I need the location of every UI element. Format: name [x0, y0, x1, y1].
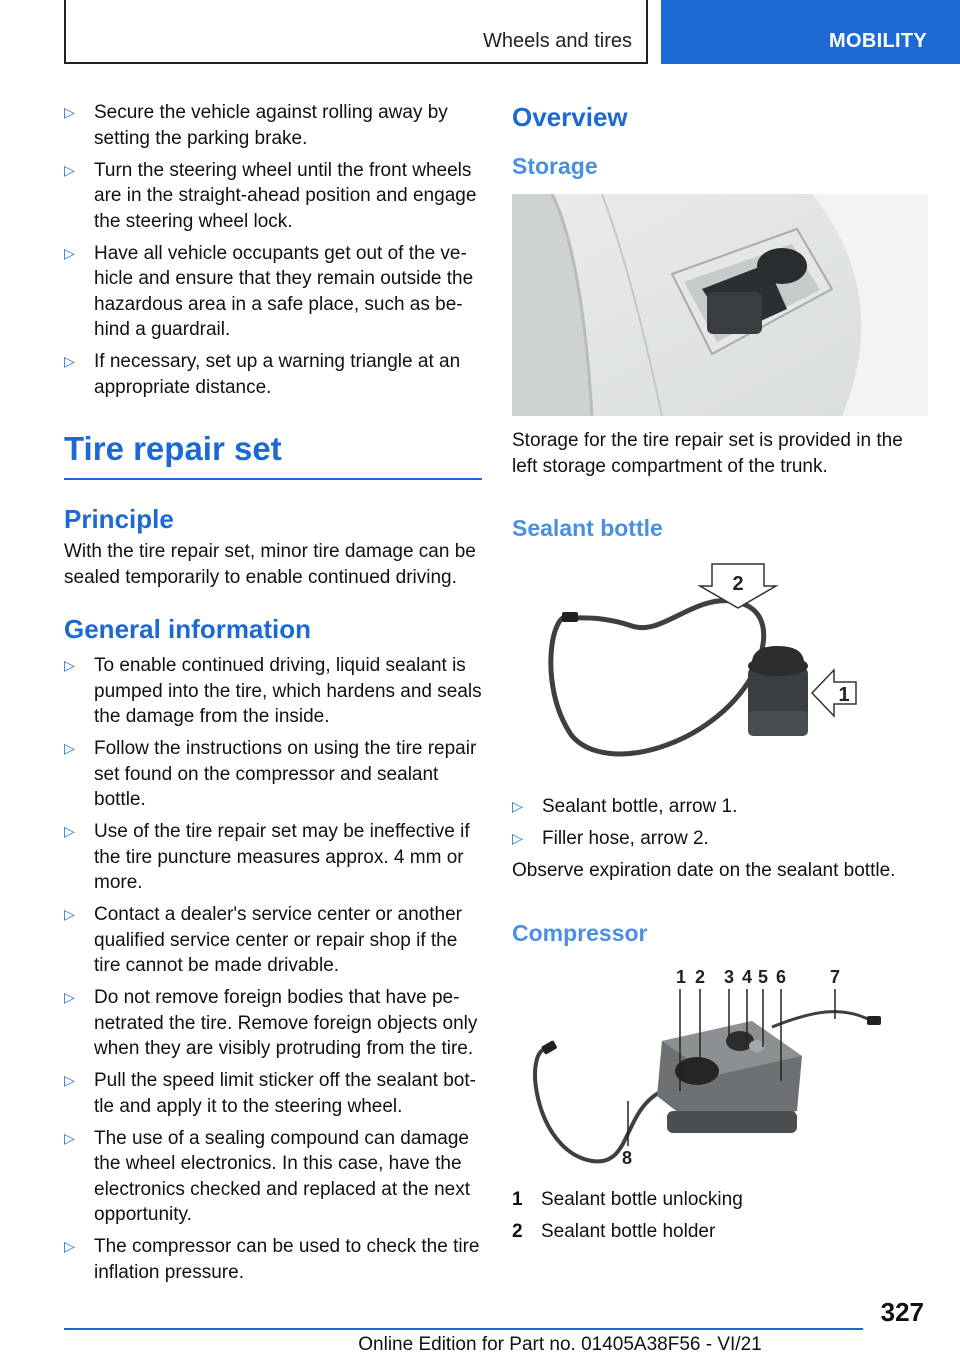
sealant-bottle-diagram: [512, 556, 928, 776]
principle-text: With the tire repair set, minor tire damage can be sealed temporarily to enable continued driving.: [64, 541, 476, 588]
triangle-bullet-icon: ▷: [64, 989, 75, 1005]
left-column: [64, 100, 482, 1292]
sealant-list: [512, 794, 930, 852]
section-title: Wheels and tires: [483, 30, 632, 52]
triangle-bullet-icon: ▷: [64, 1129, 75, 1146]
list-item: ▷ Contact a dealer's service center or another qualified service center or repair shop if the tire cannot be made drivable.: [64, 904, 462, 976]
general-info-list: [64, 653, 482, 1285]
storage-text: Storage for the tire repair set is provided in the left storage compartment of the trunk.: [512, 430, 903, 477]
list-item: ▷ Turn the steering wheel until the front wheels are in the straight-ahead position and engage the steering wheel lock.: [64, 159, 477, 232]
footer-rule: [64, 1328, 863, 1330]
triangle-bullet-icon: ▷: [64, 1072, 75, 1088]
compressor-diagram: [512, 961, 928, 1173]
list-item: ▷ Have all vehicle occupants get out of the ve-hicle and ensure that they remain outside the hazardous area in a safe place, such as be-hind a guardrail.: [64, 242, 474, 340]
triangle-bullet-icon: ▷: [64, 244, 75, 261]
page-title: Tire repair set: [64, 430, 482, 480]
list-item: ▷ If necessary, set up a warning triangle at an appropriate distance.: [64, 351, 461, 398]
sealant-note: Observe expiration date on the sealant bottle.: [512, 860, 896, 881]
figure-label: 3: [724, 966, 735, 987]
list-item: 2 Sealant bottle holder: [512, 1220, 716, 1242]
triangle-bullet-icon: ▷: [64, 740, 75, 756]
figure-label: 8: [622, 1147, 633, 1168]
storage-heading: Storage: [512, 153, 598, 179]
list-item: ▷ Secure the vehicle against rolling away by setting the parking brake.: [64, 102, 448, 149]
overview-heading: Overview: [512, 102, 628, 132]
triangle-bullet-icon: ▷: [64, 161, 75, 178]
triangle-bullet-icon: ▷: [64, 104, 75, 120]
list-item: 1 Sealant bottle unlocking: [512, 1188, 743, 1210]
list-item: ▷ Use of the tire repair set may be ineffective if the tire puncture measures approx. 4 mm or more.: [64, 821, 470, 893]
chapter-tab: [661, 0, 960, 64]
figure-label: 2: [732, 573, 744, 595]
triangle-bullet-icon: ▷: [64, 1238, 75, 1254]
triangle-bullet-icon: ▷: [64, 906, 75, 922]
triangle-bullet-icon: ▷: [512, 830, 523, 846]
figure-label: 5: [758, 966, 769, 987]
figure-label: 4: [742, 966, 753, 987]
list-item: ▷ Filler hose, arrow 2.: [512, 826, 930, 852]
chapter-label: MOBILITY: [829, 30, 927, 52]
figure-label: 6: [776, 966, 787, 987]
compressor-heading: Compressor: [512, 919, 648, 946]
general-info-heading: General information: [64, 614, 312, 644]
list-item: ▷ Follow the instructions on using the tire repair set found on the compressor and sealant bottle.: [64, 738, 477, 810]
list-item: ▷ Pull the speed limit sticker off the sealant bot-tle and apply it to the steering wheel.: [64, 1070, 476, 1117]
triangle-bullet-icon: ▷: [64, 353, 75, 369]
list-item: ▷ To enable continued driving, liquid sealant is pumped into the tire, which hardens and seals the damage from the inside.: [64, 655, 482, 727]
triangle-bullet-icon: ▷: [512, 798, 523, 814]
list-item: ▷ Sealant bottle, arrow 1.: [512, 794, 930, 820]
page-header: [0, 0, 960, 66]
list-item: ▷ The compressor can be used to check the tire inflation pressure.: [64, 1236, 480, 1283]
page-number: 327: [880, 1297, 924, 1327]
figure-label: 1: [838, 684, 850, 706]
triangle-bullet-icon: ▷: [64, 657, 75, 673]
figure-label: 7: [830, 966, 841, 987]
safety-steps-list: [64, 100, 482, 400]
triangle-bullet-icon: ▷: [64, 823, 75, 839]
compressor-parts-list: [512, 1187, 930, 1245]
figure-label: 2: [695, 966, 706, 987]
list-item: ▷ Do not remove foreign bodies that have pe-netrated the tire. Remove foreign objects only when they are visibly protruding from the tire.: [64, 987, 478, 1059]
storage-compartment-image: [512, 194, 928, 416]
right-column: [512, 100, 930, 1251]
list-item: ▷ The use of a sealing compound can damage the wheel electronics. In this case, have the electronics checked and replaced at the next opportunity.: [64, 1127, 471, 1225]
sealant-heading: Sealant bottle: [512, 515, 663, 541]
header-frame: [64, 0, 648, 64]
figure-label: 1: [676, 966, 687, 987]
edition-text: Online Edition for Part no. 01405A38F56 - VI/21: [358, 1334, 762, 1355]
principle-heading: Principle: [64, 504, 174, 534]
